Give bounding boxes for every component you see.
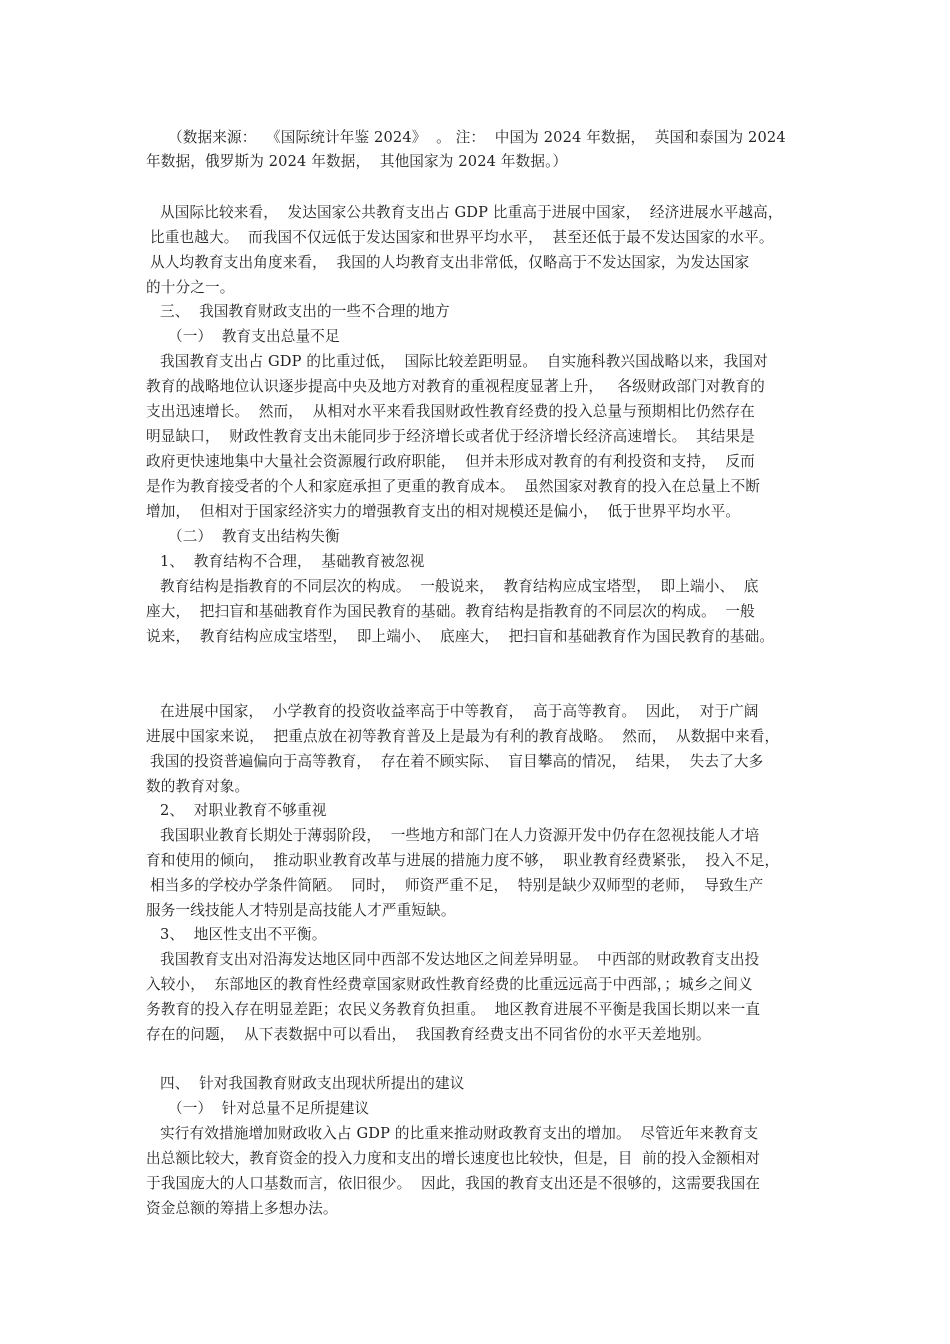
paragraph-line: 从国际比较来看， 发达国家公共教育支出占 GDP 比重高于进展中国家， 经济进展水平越高， xyxy=(160,204,783,221)
paragraph-line: 育和使用的倾向， 推动职业教育改革与进展的措施力度不够， 职业教育经费紧张， 投入不足， xyxy=(146,852,780,869)
source-note-line: （数据来源： 《国际统计年鉴 2024》 。 注： 中国为 2024 年数据， 英国和泰国为 2024 xyxy=(168,129,786,146)
item-heading: 3、 地区性支出不平衡。 xyxy=(160,926,327,943)
paragraph-line: 政府更快速地集中大量社会资源履行政府职能， 但并未形成对教育的有利投资和支持， 反而 xyxy=(146,453,755,470)
paragraph-line: 出总额比较大，教育资金的投入力度和支出的增长速度也比较快，但是，目 前的投入金额相对 xyxy=(146,1150,761,1167)
paragraph-line: 服务一线技能人才特别是高技能人才严重短缺。 xyxy=(146,902,456,919)
paragraph-line: 座大， 把扫盲和基础教育作为国民教育的基础。教育结构是指教育的不同层次的构成。 一般 xyxy=(146,603,755,620)
paragraph-line: 数的教育对象。 xyxy=(146,778,250,795)
paragraph-line: 在进展中国家， 小学教育的投资收益率高于中等教育， 高于高等教育。 因此， 对于广阔 xyxy=(160,703,759,720)
paragraph-line: 存在的问题， 从下表数据中可以看出， 我国教育经费支出不同省份的水平天差地别。 xyxy=(146,1026,711,1043)
paragraph-line: 说来， 教育结构应成宝塔型， 即上端小、 底座大， 把扫盲和基础教育作为国民教育的基础。 xyxy=(146,628,775,645)
paragraph-line: 教育结构是指教育的不同层次的构成。 一般说来， 教育结构应成宝塔型， 即上端小、 底 xyxy=(160,578,759,595)
paragraph-line: 务教育的投入存在明显差距；农民义务教育负担重。 地区教育进展不平衡是我国长期以来一直 xyxy=(146,1001,761,1018)
paragraph-line: 的十分之一。 xyxy=(146,279,235,296)
item-heading: 2、 对职业教育不够重视 xyxy=(160,802,327,819)
paragraph-line: 于我国庞大的人口基数而言，依旧很少。 因此，我国的教育支出还是不很够的，这需要我国在 xyxy=(146,1175,761,1192)
paragraph-line: 我国职业教育长期处于薄弱阶段， 一些地方和部门在人力资源开发中仍存在忽视技能人才培 xyxy=(160,827,760,844)
paragraph-line: 比重也越大。 而我国不仅远低于发达国家和世界平均水平， 甚至还低于最不发达国家的水平。 xyxy=(150,229,774,246)
paragraph-line: 我国的投资普遍偏向于高等教育， 存在着不顾实际、 盲目攀高的情况， 结果， 失去了大多 xyxy=(150,753,764,770)
section-heading: 三、 我国教育财政支出的一些不合理的地方 xyxy=(160,303,450,320)
paragraph-line: 我国教育支出对沿海发达地区同中西部不发达地区之间差异明显。 中西部的财政教育支出投 xyxy=(160,951,760,968)
paragraph-line: 进展中国家来说， 把重点放在初等教育普及上是最为有利的教育战略。 然而， 从数据中来看， xyxy=(146,728,780,745)
paragraph-line: 教育的战略地位认识逐步提高中央及地方对教育的重视程度显著上升， 各级财政部门对教育的 xyxy=(146,378,765,395)
paragraph-line: 支出迅速增长。 然而， 从相对水平来看我国财政性教育经费的投入总量与预期相比仍然存在 xyxy=(146,403,755,420)
paragraph-line: 增加， 但相对于国家经济实力的增强教育支出的相对规模还是偏小， 低于世界平均水平。 xyxy=(146,503,741,520)
subsection-heading: （一） 针对总量不足所提建议 xyxy=(168,1100,370,1117)
paragraph-line: 相当多的学校办学条件简陋。 同时， 师资严重不足， 特别是缺少双师型的老师， 导致生产 xyxy=(150,877,764,894)
subsection-heading: （一） 教育支出总量不足 xyxy=(168,328,340,345)
subsection-heading: （二） 教育支出结构失衡 xyxy=(168,528,340,545)
section-heading: 四、 针对我国教育财政支出现状所提出的建议 xyxy=(160,1075,465,1092)
paragraph-line: 实行有效措施增加财政收入占 GDP 的比重来推动财政教育支出的增加。 尽管近年来教育支 xyxy=(160,1125,759,1142)
paragraph-line: 我国教育支出占 GDP 的比重过低， 国际比较差距明显。 自实施科教兴国战略以来，我国对 xyxy=(160,353,768,370)
item-heading: 1、 教育结构不合理， 基础教育被忽视 xyxy=(160,553,425,570)
paragraph-line: 入较小， 东部地区的教育性经费章国家财政性教育经费的比重远远高于中西部，；城乡之间义 xyxy=(146,976,753,993)
source-note-line: 年数据，俄罗斯为 2024 年数据， 其他国家为 2024 年数据。） xyxy=(146,153,568,170)
paragraph-line: 资金总额的筹措上多想办法。 xyxy=(146,1200,338,1217)
paragraph-line: 明显缺口， 财政性教育支出未能同步于经济增长或者优于经济增长经济高速增长。 其结果是 xyxy=(146,428,755,445)
paragraph-line: 是作为教育接受者的个人和家庭承担了更重的教育成本。 虽然国家对教育的投入在总量上不断 xyxy=(146,478,761,495)
paragraph-line: 从人均教育支出角度来看， 我国的人均教育支出非常低，仅略高于不发达国家，为发达国家 xyxy=(150,254,750,271)
